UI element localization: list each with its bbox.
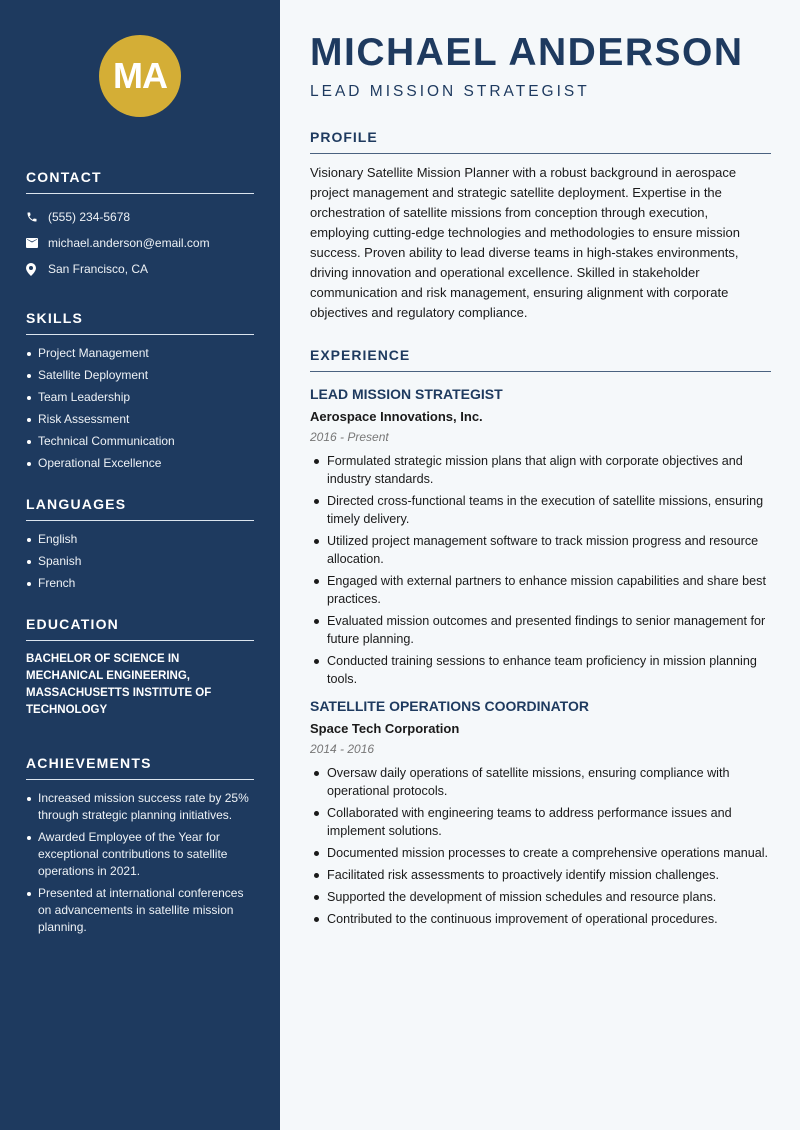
email-icon bbox=[26, 238, 48, 248]
contact-phone bbox=[26, 204, 254, 230]
languages-heading: LANGUAGES bbox=[26, 496, 254, 521]
job-bullet: Collaborated with engineering teams to address performance issues and implement solutions. bbox=[310, 804, 771, 840]
job-bullet: Conducted training sessions to enhance team proficiency in mission planning tools. bbox=[310, 652, 771, 688]
achievement-item: Awarded Employee of the Year for exceptional contributions to satellite operations in 2021. bbox=[26, 829, 254, 880]
language-item: French bbox=[26, 575, 254, 592]
job-bullet: Evaluated mission outcomes and presented findings to senior management for future planning. bbox=[310, 612, 771, 648]
location-text: San Francisco, CA bbox=[48, 262, 149, 276]
education-heading: EDUCATION bbox=[26, 616, 254, 641]
language-item: Spanish bbox=[26, 553, 254, 570]
achievements-list bbox=[26, 790, 254, 936]
job-bullet: Directed cross-functional teams in the execution of satellite missions, ensuring timely delivery. bbox=[310, 492, 771, 528]
job-bullet: Oversaw daily operations of satellite missions, ensuring compliance with operational protocols. bbox=[310, 764, 771, 800]
phone-text: (555) 234-5678 bbox=[48, 210, 131, 224]
skill-item: Operational Excellence bbox=[26, 455, 254, 472]
job-title: LEAD MISSION STRATEGIST bbox=[310, 83, 590, 100]
avatar bbox=[99, 35, 181, 117]
skill-item: Risk Assessment bbox=[26, 411, 254, 428]
profile-heading: PROFILE bbox=[310, 129, 771, 154]
experience-heading: EXPERIENCE bbox=[310, 347, 771, 372]
main-content bbox=[310, 0, 771, 932]
job-bullet: Formulated strategic mission plans that align with corporate objectives and industry standards. bbox=[310, 452, 771, 488]
job-entry-company: Aerospace Innovations, Inc. bbox=[310, 409, 483, 424]
job-bullet: Documented mission processes to create a comprehensive operations manual. bbox=[310, 844, 771, 862]
education-degree: BACHELOR OF SCIENCE IN MECHANICAL ENGINEERING, MASSACHUSETTS INSTITUTE OF TECHNOLOGY bbox=[26, 653, 212, 716]
skill-item: Satellite Deployment bbox=[26, 367, 254, 384]
initials: MA bbox=[113, 55, 167, 96]
job-bullet: Engaged with external partners to enhance mission capabilities and share best practices. bbox=[310, 572, 771, 608]
contact-location bbox=[26, 256, 254, 282]
phone-icon bbox=[26, 211, 48, 223]
job-entry-dates: 2014 - 2016 bbox=[310, 742, 375, 756]
job-entry-dates: 2016 - Present bbox=[310, 430, 389, 444]
skills-heading: SKILLS bbox=[26, 310, 254, 335]
skill-item: Team Leadership bbox=[26, 389, 254, 406]
job-entry bbox=[310, 698, 771, 928]
job-bullet: Utilized project management software to track mission progress and resource allocation. bbox=[310, 532, 771, 568]
candidate-name: MICHAEL ANDERSON bbox=[310, 31, 744, 74]
contact-email bbox=[26, 230, 254, 256]
language-item: English bbox=[26, 531, 254, 548]
achievement-item: Increased mission success rate by 25% through strategic planning initiatives. bbox=[26, 790, 254, 824]
achievements-heading: ACHIEVEMENTS bbox=[26, 755, 254, 780]
skill-item: Project Management bbox=[26, 345, 254, 362]
job-entry-title: SATELLITE OPERATIONS COORDINATOR bbox=[310, 698, 589, 714]
job-entry-company: Space Tech Corporation bbox=[310, 721, 460, 736]
job-entry-title: LEAD MISSION STRATEGIST bbox=[310, 386, 503, 402]
languages-list bbox=[26, 531, 254, 592]
job-entry bbox=[310, 386, 771, 688]
location-pin-icon bbox=[26, 263, 48, 276]
job-bullet: Supported the development of mission schedules and resource plans. bbox=[310, 888, 771, 906]
contact-heading: CONTACT bbox=[26, 169, 254, 194]
skills-list bbox=[26, 345, 254, 472]
sidebar bbox=[0, 0, 280, 1130]
achievement-item: Presented at international conferences on advancements in satellite mission planning. bbox=[26, 885, 254, 936]
job-bullet: Contributed to the continuous improvement of operational procedures. bbox=[310, 910, 771, 928]
skill-item: Technical Communication bbox=[26, 433, 254, 450]
email-link[interactable]: michael.anderson@email.com bbox=[48, 236, 210, 250]
job-bullet: Facilitated risk assessments to proactively identify mission challenges. bbox=[310, 866, 771, 884]
profile-text: Visionary Satellite Mission Planner with a robust background in aerospace project management and strategic satellite deployment. Expertise in the orchestration of satellite missions from conception through execution, employing cutting-edge technologies and methodologies to ensure mission success. Proven ability to lead diverse teams in high-stakes environments, driving innovation and operational excellence. Skilled in stakeholder communication and risk management, ensuring alignment with corporate objectives and regulatory compliance. bbox=[310, 165, 740, 320]
